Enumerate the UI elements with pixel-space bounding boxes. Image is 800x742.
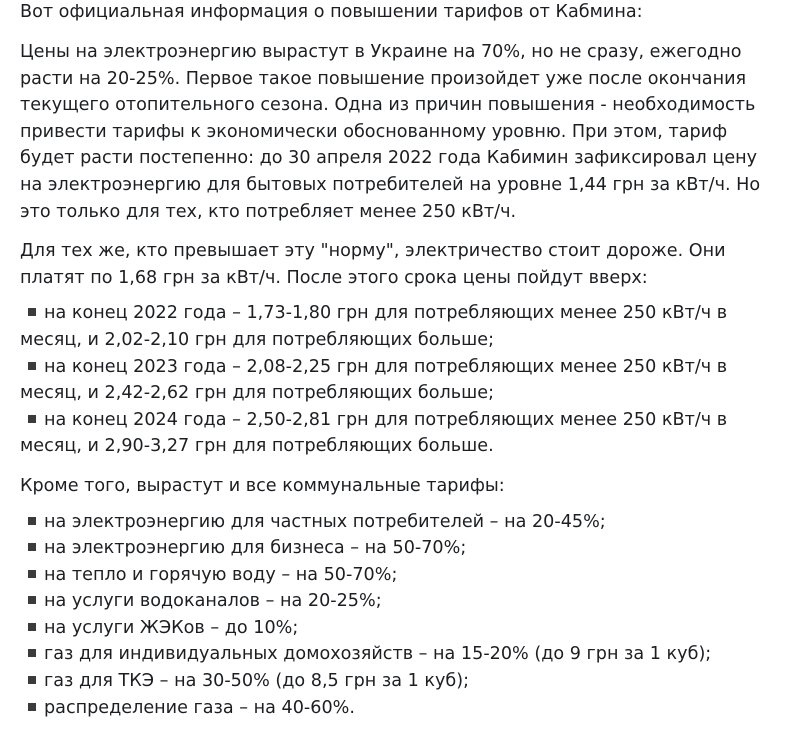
text-line: Для тех же, кто превышает эту "норму", электричество стоит дороже. Они (20, 241, 726, 262)
text-line: текущего отопительного сезона. Одна из причин повышения - необходимость (20, 95, 756, 116)
post-heading: Вот официальная информация о повышении тарифов от Кабмина: (20, 2, 643, 22)
paragraph-price-growth (20, 39, 780, 225)
text-line: месяц, и 2,42-2,62 грн для потребляющих больше; (20, 383, 495, 404)
text-line (20, 354, 780, 381)
square-bullet-icon (28, 570, 36, 578)
list-item (20, 695, 780, 722)
square-bullet-icon (28, 308, 36, 316)
tariff-text: на услуги водоканалов – на 20-25%; (44, 591, 382, 612)
forecast-text: на конец 2022 года – 1,73-1,80 грн для потребляющих менее 250 кВт/ч в (44, 303, 728, 324)
square-bullet-icon (28, 649, 36, 657)
text-line (20, 407, 780, 434)
tariff-text: на электроэнергию для частных потребителей – на 20-45%; (44, 511, 606, 532)
square-bullet-icon (28, 623, 36, 631)
list-item (20, 615, 780, 642)
list-item (20, 562, 780, 589)
list-item (20, 509, 780, 536)
text-line: будет расти постепенно: до 30 апреля 2022 года Кабимин зафиксировал цену (20, 148, 758, 169)
square-bullet-icon (28, 703, 36, 711)
tariff-text: газ для ТКЭ – на 30-50% (до 8,5 грн за 1 куб); (44, 671, 470, 692)
square-bullet-icon (28, 543, 36, 551)
text-line: привести тарифы к экономически обоснованному уровню. При этом, тариф (20, 121, 728, 142)
list-item (20, 300, 780, 353)
text-line: это только для тех, кто потребляет менее 250 кВт/ч. (20, 201, 517, 222)
paragraph-over-norm (20, 238, 780, 291)
forecast-list (20, 300, 780, 460)
text-line: месяц, и 2,90-3,27 грн для потребляющих больше. (20, 436, 494, 457)
list-item (20, 668, 780, 695)
tariff-text: на тепло и горячую воду – на 50-70%; (44, 564, 398, 585)
square-bullet-icon (28, 517, 36, 525)
square-bullet-icon (28, 676, 36, 684)
text-line: платят по 1,68 грн за кВт/ч. После этого срока цены пойдут вверх: (20, 267, 648, 288)
square-bullet-icon (28, 596, 36, 604)
tariff-text: на электроэнергию для бизнеса – на 50-70%; (44, 538, 467, 559)
text-line: на электроэнергию для бытовых потребителей на уровне 1,44 грн за кВт/ч. Но (20, 174, 761, 195)
list-item (20, 535, 780, 562)
text-line: расти на 20-25%. Первое такое повышение произойдет уже после окончания (20, 68, 747, 89)
paragraph-utility-tariffs: Кроме того, вырастут и все коммунальные тарифы: (20, 475, 505, 496)
list-item (20, 407, 780, 460)
forecast-text: на конец 2023 года – 2,08-2,25 грн для потребляющих менее 250 кВт/ч в (44, 356, 728, 377)
text-line (20, 300, 780, 327)
list-item (20, 354, 780, 407)
list-item (20, 641, 780, 668)
text-line: месяц, и 2,02-2,10 грн для потребляющих больше; (20, 329, 495, 350)
tariff-text: газ для индивидуальных домохозяйств – на 15-20% (до 9 грн за 1 куб); (44, 644, 712, 665)
text-line: Цены на электроэнергию вырастут в Украине на 70%, но не сразу, ежегодно (20, 42, 742, 62)
tariff-text: распределение газа – на 40-60%. (44, 697, 355, 718)
tariff-list (20, 509, 780, 722)
tariff-text: на услуги ЖЭКов – до 10%; (44, 617, 299, 638)
forecast-text: на конец 2024 года – 2,50-2,81 грн для потребляющих менее 250 кВт/ч в (44, 409, 728, 430)
list-item (20, 588, 780, 615)
square-bullet-icon (28, 415, 36, 423)
square-bullet-icon (28, 362, 36, 370)
